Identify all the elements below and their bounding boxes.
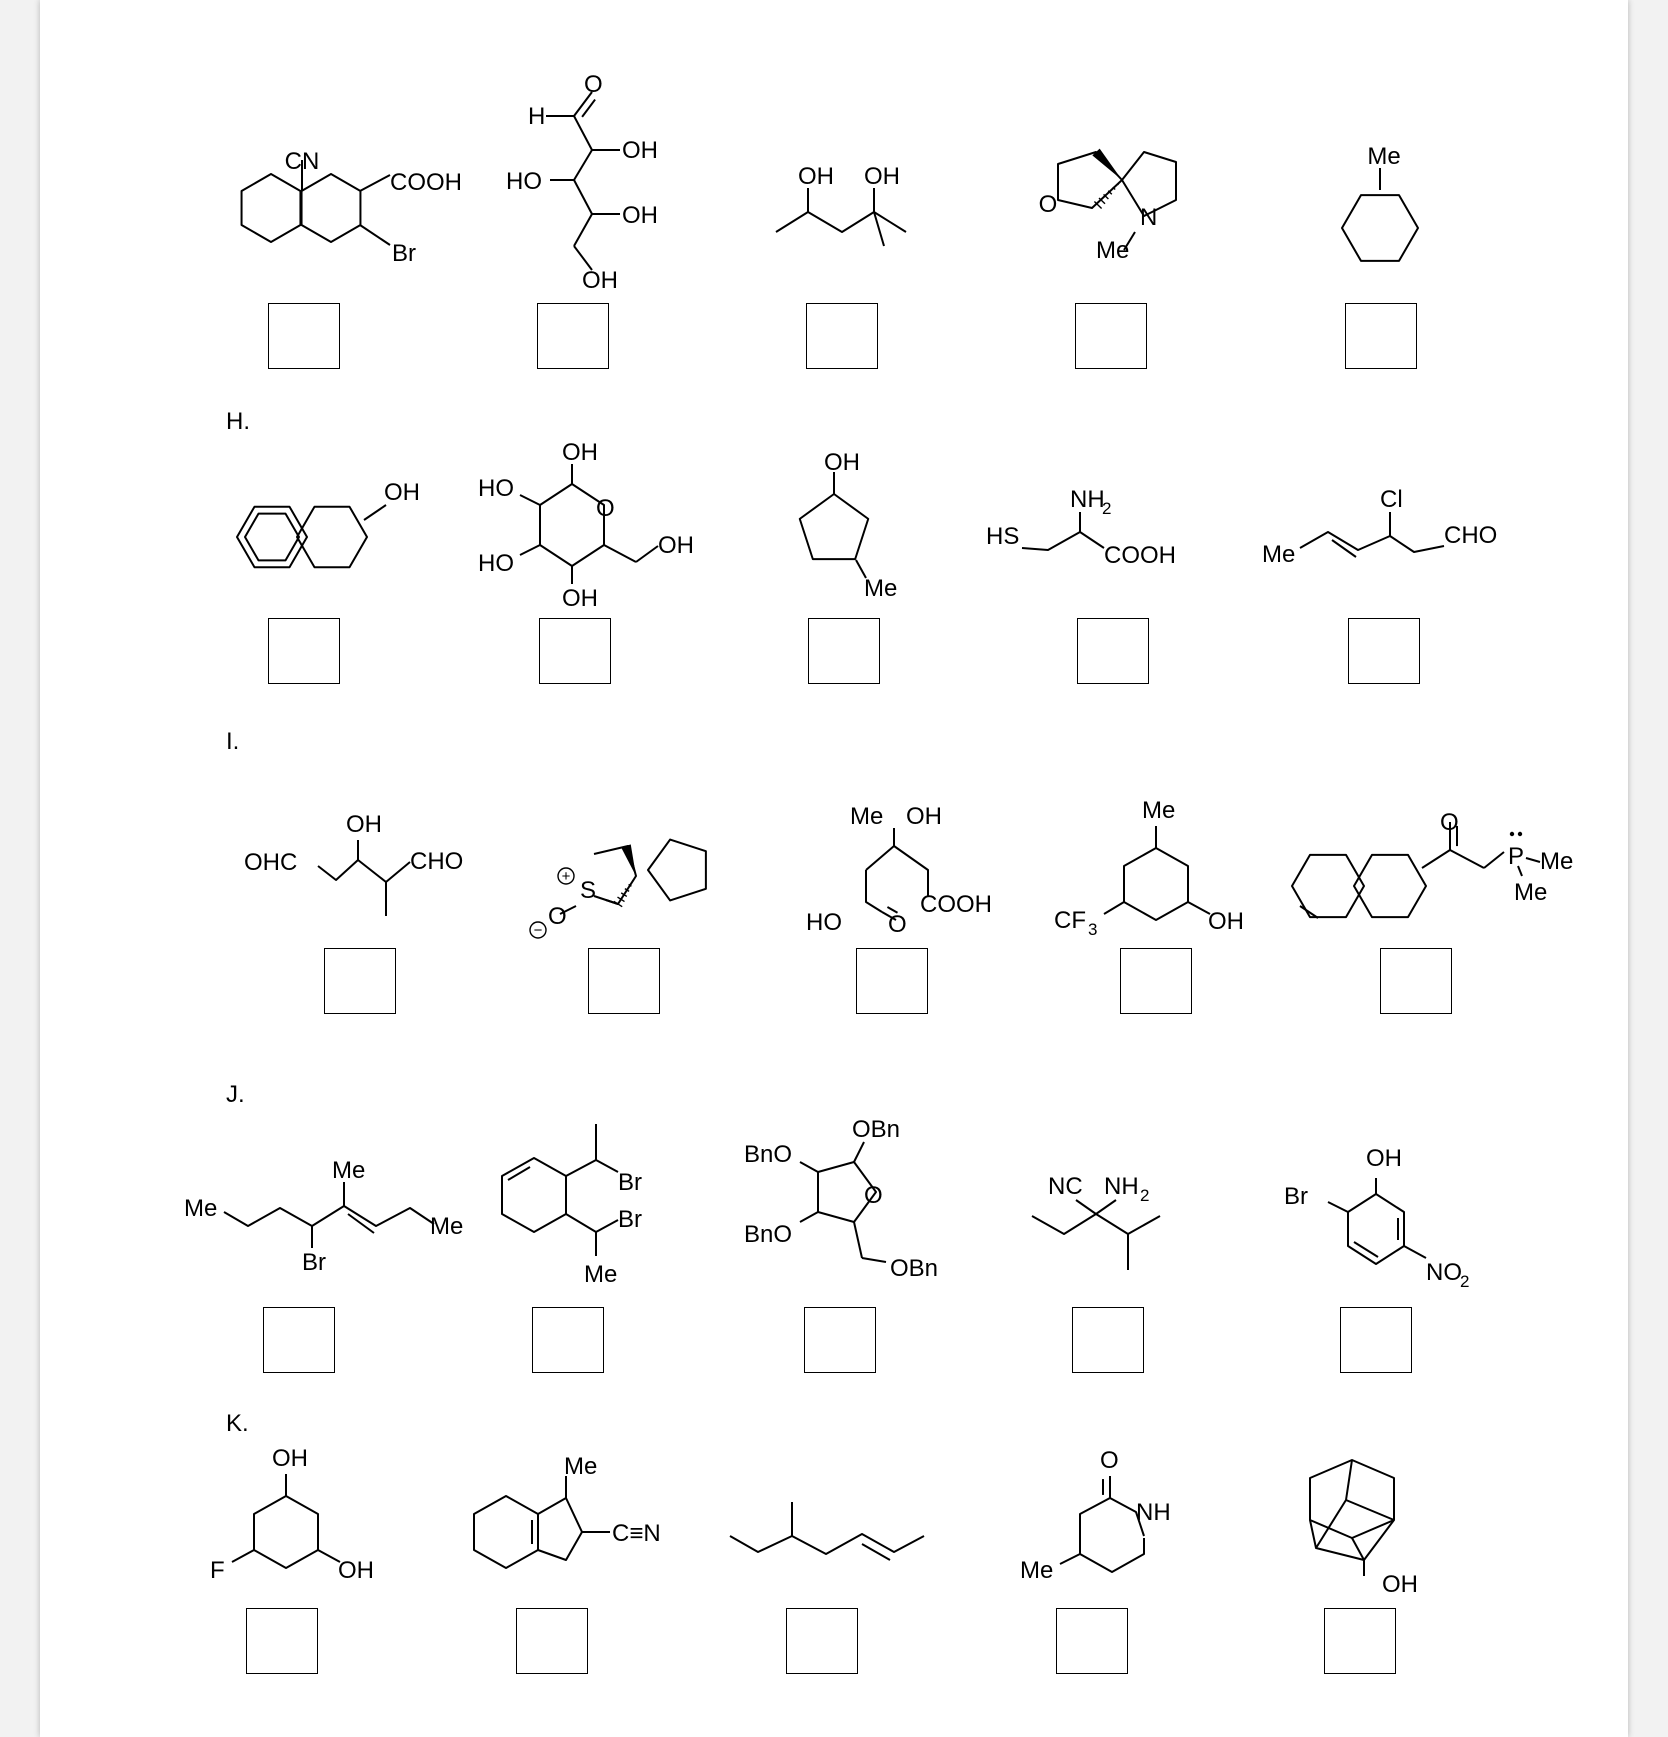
label-nh: NH — [1104, 1173, 1139, 1200]
answer-box-i3[interactable] — [856, 948, 928, 1014]
label-me: Me — [1096, 237, 1130, 264]
label-oh-2: OH — [658, 532, 694, 559]
answer-box-g2[interactable] — [537, 303, 609, 369]
answer-box-g3[interactable] — [806, 303, 878, 369]
molecule-i3 — [806, 803, 992, 938]
answer-box-h4[interactable] — [1077, 618, 1149, 684]
molecule-h4 — [986, 486, 1176, 569]
label-me: Me — [864, 575, 898, 602]
molecule-k5 — [1310, 1460, 1418, 1598]
molecule-k4 — [1020, 1447, 1171, 1584]
label-br: Br — [1284, 1183, 1308, 1210]
label-me: Me — [1262, 541, 1296, 568]
molecule-j3 — [744, 1116, 938, 1282]
label-ho-2: HO — [478, 550, 514, 577]
answer-box-i2[interactable] — [588, 948, 660, 1014]
row-label-2: H. — [226, 408, 250, 435]
label-o: O — [888, 911, 907, 938]
label-hs: HS — [986, 523, 1020, 550]
molecule-j5 — [1284, 1145, 1469, 1291]
answer-box-j4[interactable] — [1072, 1307, 1144, 1373]
molecule-g2 — [506, 71, 658, 294]
label-oh: OH — [1208, 908, 1244, 935]
answer-box-h1[interactable] — [268, 618, 340, 684]
label-oh: OH — [272, 1445, 308, 1472]
label-o: O — [1038, 191, 1058, 218]
label-plus: + — [561, 868, 571, 885]
answer-box-i1[interactable] — [324, 948, 396, 1014]
label-oh-2: OH — [864, 163, 900, 190]
row-label-3: I. — [226, 728, 240, 755]
label-oh: OH — [1382, 1571, 1418, 1598]
label-me: Me — [1142, 797, 1176, 824]
answer-box-k5[interactable] — [1324, 1608, 1396, 1674]
label-ho: HO — [806, 909, 842, 936]
molecule-k2 — [474, 1453, 661, 1568]
label-cho: CHO — [410, 848, 464, 875]
label-h: H — [528, 103, 546, 130]
molecule-h1 — [237, 479, 420, 567]
label-cooh: COOH — [920, 891, 992, 918]
answer-box-k3[interactable] — [786, 1608, 858, 1674]
label-o: O — [1100, 1447, 1119, 1474]
label-br: Br — [618, 1169, 642, 1196]
molecule-k1 — [210, 1445, 374, 1584]
label-s: S — [580, 877, 597, 904]
molecule-h3 — [800, 449, 898, 602]
molecule-i4 — [1054, 797, 1244, 939]
label-me: Me — [850, 803, 884, 830]
label-me-2: Me — [332, 1157, 366, 1184]
answer-box-k1[interactable] — [246, 1608, 318, 1674]
label-br: Br — [392, 240, 416, 267]
answer-box-i5[interactable] — [1380, 948, 1452, 1014]
label-ohc: OHC — [244, 849, 298, 876]
label-oh-2: OH — [338, 1557, 374, 1584]
label-o: O — [1440, 809, 1459, 836]
label-oh: OH — [824, 449, 860, 476]
label-cf-sub: 3 — [1088, 920, 1098, 939]
answer-box-g1[interactable] — [268, 303, 340, 369]
molecule-h5 — [1262, 486, 1497, 568]
label-obn-2: OBn — [890, 1255, 939, 1282]
answer-box-i4[interactable] — [1120, 948, 1192, 1014]
label-br-2: Br — [618, 1206, 642, 1233]
label-p: P — [1508, 843, 1525, 870]
molecule-i1 — [244, 811, 463, 916]
label-o: O — [548, 903, 567, 930]
label-bno-2: BnO — [744, 1221, 793, 1248]
label-obn: OBn — [852, 1116, 901, 1143]
label-oh: OH — [798, 163, 834, 190]
answer-box-j3[interactable] — [804, 1307, 876, 1373]
molecule-j4 — [1032, 1173, 1160, 1270]
label-oh-2: OH — [622, 202, 658, 229]
label-no-sub: 2 — [1460, 1272, 1470, 1291]
label-cooh: COOH — [390, 169, 462, 196]
label-o: O — [596, 495, 615, 522]
row-label-5: K. — [226, 1410, 249, 1437]
answer-box-k2[interactable] — [516, 1608, 588, 1674]
label-n: N — [1140, 204, 1158, 231]
label-cho: CHO — [1444, 522, 1498, 549]
answer-box-g5[interactable] — [1345, 303, 1417, 369]
label-minus: − — [533, 922, 543, 939]
label-ho: HO — [506, 168, 542, 195]
worksheet-page — [40, 0, 1628, 1737]
label-me: Me — [564, 1453, 598, 1480]
molecule-h2 — [478, 439, 694, 612]
row-label-4: J. — [226, 1081, 245, 1108]
label-me: Me — [184, 1195, 218, 1222]
label-oh: OH — [562, 439, 598, 466]
molecule-k3 — [730, 1502, 924, 1560]
label-oh: OH — [906, 803, 942, 830]
label-nh: NH — [1136, 1499, 1171, 1526]
label-oh: OH — [346, 811, 382, 838]
label-nc: NC — [1048, 1173, 1083, 1200]
label-o: O — [864, 1182, 883, 1209]
molecule-g1 — [242, 148, 462, 267]
label-me: Me — [584, 1261, 618, 1288]
label-me: Me — [1367, 143, 1401, 170]
label-nh-sub: 2 — [1140, 1186, 1150, 1205]
label-no: NO — [1426, 1259, 1462, 1286]
label-me-2: Me — [1514, 879, 1548, 906]
label-cn: C≡N — [612, 1520, 661, 1547]
answer-box-h2[interactable] — [539, 618, 611, 684]
answer-box-k4[interactable] — [1056, 1608, 1128, 1674]
label-cooh: COOH — [1104, 542, 1176, 569]
answer-box-h3[interactable] — [808, 618, 880, 684]
label-cf: CF — [1054, 907, 1086, 934]
label-o: O — [584, 71, 603, 98]
label-oh-3: OH — [562, 585, 598, 612]
label-ho: HO — [478, 475, 514, 502]
molecule-j2 — [502, 1124, 642, 1288]
answer-box-h5[interactable] — [1348, 618, 1420, 684]
label-oh: OH — [622, 137, 658, 164]
label-me-3: Me — [430, 1213, 464, 1240]
molecule-j1 — [184, 1157, 463, 1276]
molecule-g4 — [1039, 149, 1176, 264]
molecule-g5 — [1342, 143, 1418, 261]
label-oh: OH — [384, 479, 420, 506]
label-br: Br — [302, 1249, 326, 1276]
label-nh: NH — [1070, 486, 1105, 513]
label-nh-sub: 2 — [1102, 499, 1112, 518]
label-me: Me — [1540, 848, 1574, 875]
structures-layer — [40, 0, 1628, 1737]
answer-box-j1[interactable] — [263, 1307, 335, 1373]
molecule-g3 — [776, 163, 906, 246]
label-oh: OH — [1366, 1145, 1402, 1172]
label-cn: CN — [284, 148, 320, 175]
label-oh-3: OH — [582, 267, 618, 294]
answer-box-j5[interactable] — [1340, 1307, 1412, 1373]
label-f: F — [210, 1557, 225, 1584]
label-cl: Cl — [1380, 486, 1403, 513]
molecule-i2 — [530, 840, 706, 939]
answer-box-j2[interactable] — [532, 1307, 604, 1373]
answer-box-g4[interactable] — [1075, 303, 1147, 369]
label-me: Me — [1020, 1557, 1054, 1584]
molecule-i5 — [1292, 809, 1573, 918]
label-bno: BnO — [744, 1141, 793, 1168]
